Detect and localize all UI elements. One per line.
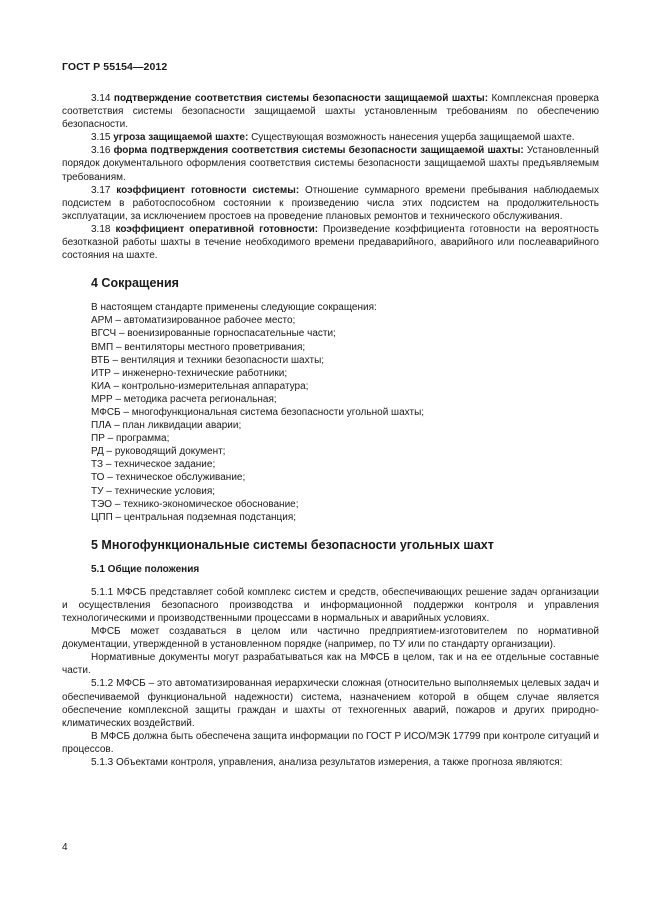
definition-3-15: 3.15 угроза защищаемой шахте: Существующая возможность нанесения ущерба защищаемой шахте. <box>91 132 575 144</box>
abbreviation-item: КИА – контрольно-измерительная аппаратура; <box>91 380 309 392</box>
abbreviation-item: РД – руководящий документ; <box>91 446 226 458</box>
abbreviation-item: ВТБ – вентиляция и техники безопасности шахты; <box>91 354 325 366</box>
abbreviation-item: ТУ – технические условия; <box>91 485 216 497</box>
abbreviation-item: ВГСЧ – военизированные горноспасательные части; <box>91 328 336 340</box>
abbreviation-item: ЦПП – центральная подземная подстанция; <box>91 511 297 523</box>
paragraph: 5.1.2 МФСБ – это автоматизированная иерархически сложная (относительно выполняемых целевых задач и обеспечиваемой функциональной надежности) система, назначением которой в общем случае является обеспечение комплексной защиты граждан и шахты от техногенных аварий, пожаров и других природно-климатических воздействий. <box>62 678 599 729</box>
paragraph: 5.1.3 Объектами контроля, управления, анализа результатов измерения, а также прогноза являются: <box>91 757 563 769</box>
abbreviation-item: ВМП – вентиляторы местного проветривания; <box>91 341 306 353</box>
definition-3-18: 3.18 коэффициент оперативной готовности: Произведение коэффициента готовности на вероятность безотказной работы шахты в течение необходимого времени предаварийного, аварийного или послеаварийного состояния на шахте. <box>62 223 599 262</box>
abbreviation-item: ТЭО – технико-экономическое обоснование; <box>91 498 299 510</box>
definition-3-14: 3.14 подтверждение соответствия системы безопасности защищаемой шахты: Комплексная проверка соответствия системы безопасности защищаемой шахты установленным требованиям по обеспечению безопасности. <box>62 93 599 131</box>
abbreviation-item: АРМ – автоматизированное рабочее место; <box>91 315 296 327</box>
abbreviation-item: ТО – техническое обслуживание; <box>91 472 246 484</box>
subsection-5-1-heading: 5.1 Общие положения <box>91 563 200 575</box>
section-5-text <box>62 586 599 769</box>
abbreviations-intro: В настоящем стандарте применены следующие сокращения: <box>91 302 377 314</box>
running-header: ГОСТ Р 55154—2012 <box>62 61 168 73</box>
abbreviation-item: ИТР – инженерно-технические работники; <box>91 367 288 379</box>
abbreviation-item: ТЗ – техническое задание; <box>91 459 216 471</box>
abbreviation-item: ПР – программа; <box>91 433 170 445</box>
definition-3-17: 3.17 коэффициент готовности системы: Отношение суммарного времени пребывания наблюдаемых подсистем в работоспособном состоянии к произведению числа этих подсистем на продолжительность эксплуатации, за исключением простоев на проведение плановых ремонтов и технического обслуживания. <box>62 184 599 222</box>
definitions <box>62 92 599 262</box>
definition-3-16: 3.16 форма подтверждения соответствия системы безопасности защищаемой шахты: Установленный порядок документального оформления соответствия системы безопасности защищаемой шахты предъявляемым требованиям. <box>62 145 599 183</box>
paragraph: В МФСБ должна быть обеспечена защита информации по ГОСТ Р ИСО/МЭК 17799 при контроле ситуаций и процессов. <box>62 730 599 755</box>
abbreviation-item: МРР – методика расчета региональная; <box>91 393 277 405</box>
paragraph: Нормативные документы могут разрабатываться как на МФСБ в целом, так и на ее отдельные составные части. <box>62 652 599 677</box>
section-5-heading: 5 Многофункциональные системы безопасности угольных шахт <box>91 537 494 552</box>
paragraph: МФСБ может создаваться в целом или частично предприятием-изготовителем по нормативной документации, утвержденной в установленном порядке (например, по ТУ или по стандарту организации). <box>62 626 599 651</box>
page-number: 4 <box>62 842 68 853</box>
section-4-heading: 4 Сокращения <box>91 276 179 291</box>
abbreviation-item: ПЛА – план ликвидации аварии; <box>91 420 242 432</box>
abbreviation-item: МФСБ – многофункциональная система безопасности угольной шахты; <box>91 406 425 418</box>
page-body <box>62 92 599 769</box>
abbreviation-list <box>62 301 599 524</box>
paragraph: 5.1.1 МФСБ представляет собой комплекс систем и средств, обеспечивающих решение задач организации и осуществления безопасного производства и информационной поддержки контроля и управления технологическими и производственными процессами в нормальных и аварийных условиях. <box>62 586 599 624</box>
